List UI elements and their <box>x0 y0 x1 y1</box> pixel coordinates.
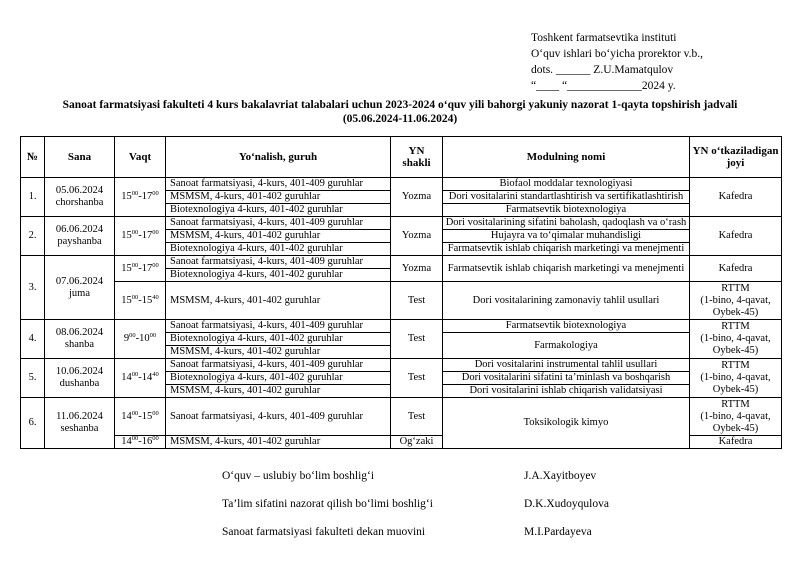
row-place: Kafedra <box>690 436 782 449</box>
row-place: RTTM (1-bino, 4-qavat, Oybek-45) <box>690 282 782 320</box>
row-num: 6. <box>21 398 45 449</box>
group-cell: Biotexnologiya 4-kurs, 401-402 guruhlar <box>166 333 391 346</box>
module-cell: Dori vositalarini standartlashtirish va sertifikatlashtirish <box>443 191 690 204</box>
row-form: Test <box>391 359 443 398</box>
header-group: Yo‘nalish, guruh <box>166 137 391 178</box>
row-time: $15^{00}-15^{40}$ <box>115 282 166 320</box>
table-row <box>21 256 782 269</box>
row-date: 08.06.2024 shanba <box>45 320 115 359</box>
row-form: Yozma <box>391 217 443 256</box>
table-row <box>21 282 782 320</box>
row-time: $15^{00}-17^{00}$ <box>115 178 166 217</box>
group-cell: Sanoat farmatsiyasi, 4-kurs, 401-409 guruhlar <box>166 398 391 436</box>
signature-role: Ta’lim sifatini nazorat qilish bo‘limi boshlig‘i <box>222 498 433 510</box>
schedule-table <box>20 136 782 449</box>
row-time: $9^{00}-10^{00}$ <box>115 320 166 359</box>
document-period: (05.06.2024-11.06.2024) <box>342 113 458 125</box>
module-cell: Dori vositalarining sifatini baholash, qadoqlash va o‘rash <box>443 217 690 230</box>
row-time: $14^{00}-14^{40}$ <box>115 359 166 398</box>
table-row <box>21 359 782 372</box>
module-cell: Dori vositalarini instrumental tahlil usullari <box>443 359 690 372</box>
approval-date: “____ “_____________2024 y. <box>531 80 676 92</box>
group-cell: MSMSM, 4-kurs, 401-402 guruhlar <box>166 191 391 204</box>
row-date: 10.06.2024 dushanba <box>45 359 115 398</box>
signature-line <box>222 526 782 538</box>
module-cell: Farmatsevtik ishlab chiqarish marketingi va menejmenti <box>443 243 690 256</box>
table-row <box>21 320 782 333</box>
row-num: 4. <box>21 320 45 359</box>
signature-name: J.A.Xayitboyev <box>524 470 597 482</box>
group-cell: Biotexnologiya 4-kurs, 401-402 guruhlar <box>166 372 391 385</box>
institute-name: Toshkent farmatsevtika instituti <box>531 32 677 44</box>
row-form: Test <box>391 320 443 359</box>
module-cell: Dori vositalarini ishlab chiqarish validatsiyasi <box>443 385 690 398</box>
approver-title: O‘quv ishlari bo‘yicha prorektor v.b., <box>531 48 704 60</box>
approver-name: dots. ______ Z.U.Mamatqulov <box>531 64 674 76</box>
module-cell: Farmatsevtik ishlab chiqarish marketingi va menejmenti <box>443 256 690 282</box>
module-cell: Farmatsevtik biotexnologiya <box>443 204 690 217</box>
signature-line <box>222 498 782 510</box>
row-date: 06.06.2024 payshanba <box>45 217 115 256</box>
group-cell: Sanoat farmatsiyasi, 4-kurs, 401-409 guruhlar <box>166 359 391 372</box>
group-cell: MSMSM, 4-kurs, 401-402 guruhlar <box>166 282 391 320</box>
row-place: Kafedra <box>690 256 782 282</box>
row-place: RTTM (1-bino, 4-qavat, Oybek-45) <box>690 320 782 359</box>
header-time: Vaqt <box>115 137 166 178</box>
table-row <box>21 217 782 230</box>
group-cell: MSMSM, 4-kurs, 401-402 guruhlar <box>166 385 391 398</box>
module-cell: Farmatsevtik biotexnologiya <box>443 320 690 333</box>
row-form: Yozma <box>391 178 443 217</box>
signature-name: M.I.Pardayeva <box>524 526 592 538</box>
header-num: № <box>21 137 45 178</box>
group-cell: Biotexnologiya 4-kurs, 401-402 guruhlar <box>166 204 391 217</box>
row-time: $14^{00}-15^{00}$ <box>115 398 166 436</box>
group-cell: MSMSM, 4-kurs, 401-402 guruhlar <box>166 230 391 243</box>
row-form: Test <box>391 282 443 320</box>
signature-name: D.K.Xudoyqulova <box>524 498 609 510</box>
group-cell: Sanoat farmatsiyasi, 4-kurs, 401-409 guruhlar <box>166 178 391 191</box>
group-cell: MSMSM, 4-kurs, 401-402 guruhlar <box>166 346 391 359</box>
row-date: 05.06.2024 chorshanba <box>45 178 115 217</box>
row-time: $15^{00}-17^{00}$ <box>115 217 166 256</box>
row-form: Og‘zaki <box>391 436 443 449</box>
module-cell: Biofaol moddalar texnologiyasi <box>443 178 690 191</box>
header-module: Modulning nomi <box>443 137 690 178</box>
table-row <box>21 398 782 436</box>
group-cell: Biotexnologiya 4-kurs, 401-402 guruhlar <box>166 243 391 256</box>
table-row <box>21 178 782 191</box>
table-header-row <box>21 137 782 178</box>
row-num: 3. <box>21 256 45 320</box>
module-cell: Farmakologiya <box>443 333 690 359</box>
document-title: Sanoat farmatsiyasi fakulteti 4 kurs bakalavriat talabalari uchun 2023-2024 o‘quv yili bahorgi yakuniy nazorat 1-qayta topshirish jadvali <box>62 99 738 111</box>
approval-block <box>531 30 703 94</box>
group-cell: Sanoat farmatsiyasi, 4-kurs, 401-409 guruhlar <box>166 320 391 333</box>
group-cell: Sanoat farmatsiyasi, 4-kurs, 401-409 guruhlar <box>166 256 391 269</box>
row-time: $15^{00}-17^{00}$ <box>115 256 166 282</box>
row-form: Yozma <box>391 256 443 282</box>
row-date: 11.06.2024 seshanba <box>45 398 115 449</box>
row-time: $14^{00}-16^{00}$ <box>115 436 166 449</box>
group-cell: MSMSM, 4-kurs, 401-402 guruhlar <box>166 436 391 449</box>
row-place: Kafedra <box>690 217 782 256</box>
header-date: Sana <box>45 137 115 178</box>
row-num: 5. <box>21 359 45 398</box>
module-cell: Dori vositalarining zamonaviy tahlil usullari <box>443 282 690 320</box>
header-form: YN shakli <box>391 137 443 178</box>
row-place: Kafedra <box>690 178 782 217</box>
module-cell: Hujayra va to‘qimalar muhandisligi <box>443 230 690 243</box>
row-num: 1. <box>21 178 45 217</box>
module-cell: Toksikologik kimyo <box>443 398 690 449</box>
row-form: Test <box>391 398 443 436</box>
signature-role: Sanoat farmatsiyasi fakulteti dekan muovini <box>222 526 426 538</box>
signature-role: O‘quv – uslubiy bo‘lim boshlig‘i <box>222 470 375 482</box>
row-place: RTTM (1-bino, 4-qavat, Oybek-45) <box>690 359 782 398</box>
signature-line <box>222 470 782 482</box>
row-place: RTTM (1-bino, 4-qavat, Oybek-45) <box>690 398 782 436</box>
group-cell: Biotexnologiya 4-kurs, 401-402 guruhlar <box>166 269 391 282</box>
row-date: 07.06.2024 juma <box>45 256 115 320</box>
header-place: YN o‘tkaziladigan joyi <box>690 137 782 178</box>
row-num: 2. <box>21 217 45 256</box>
group-cell: Sanoat farmatsiyasi, 4-kurs, 401-409 guruhlar <box>166 217 391 230</box>
module-cell: Dori vositalarini sifatini ta’minlash va boshqarish <box>443 372 690 385</box>
